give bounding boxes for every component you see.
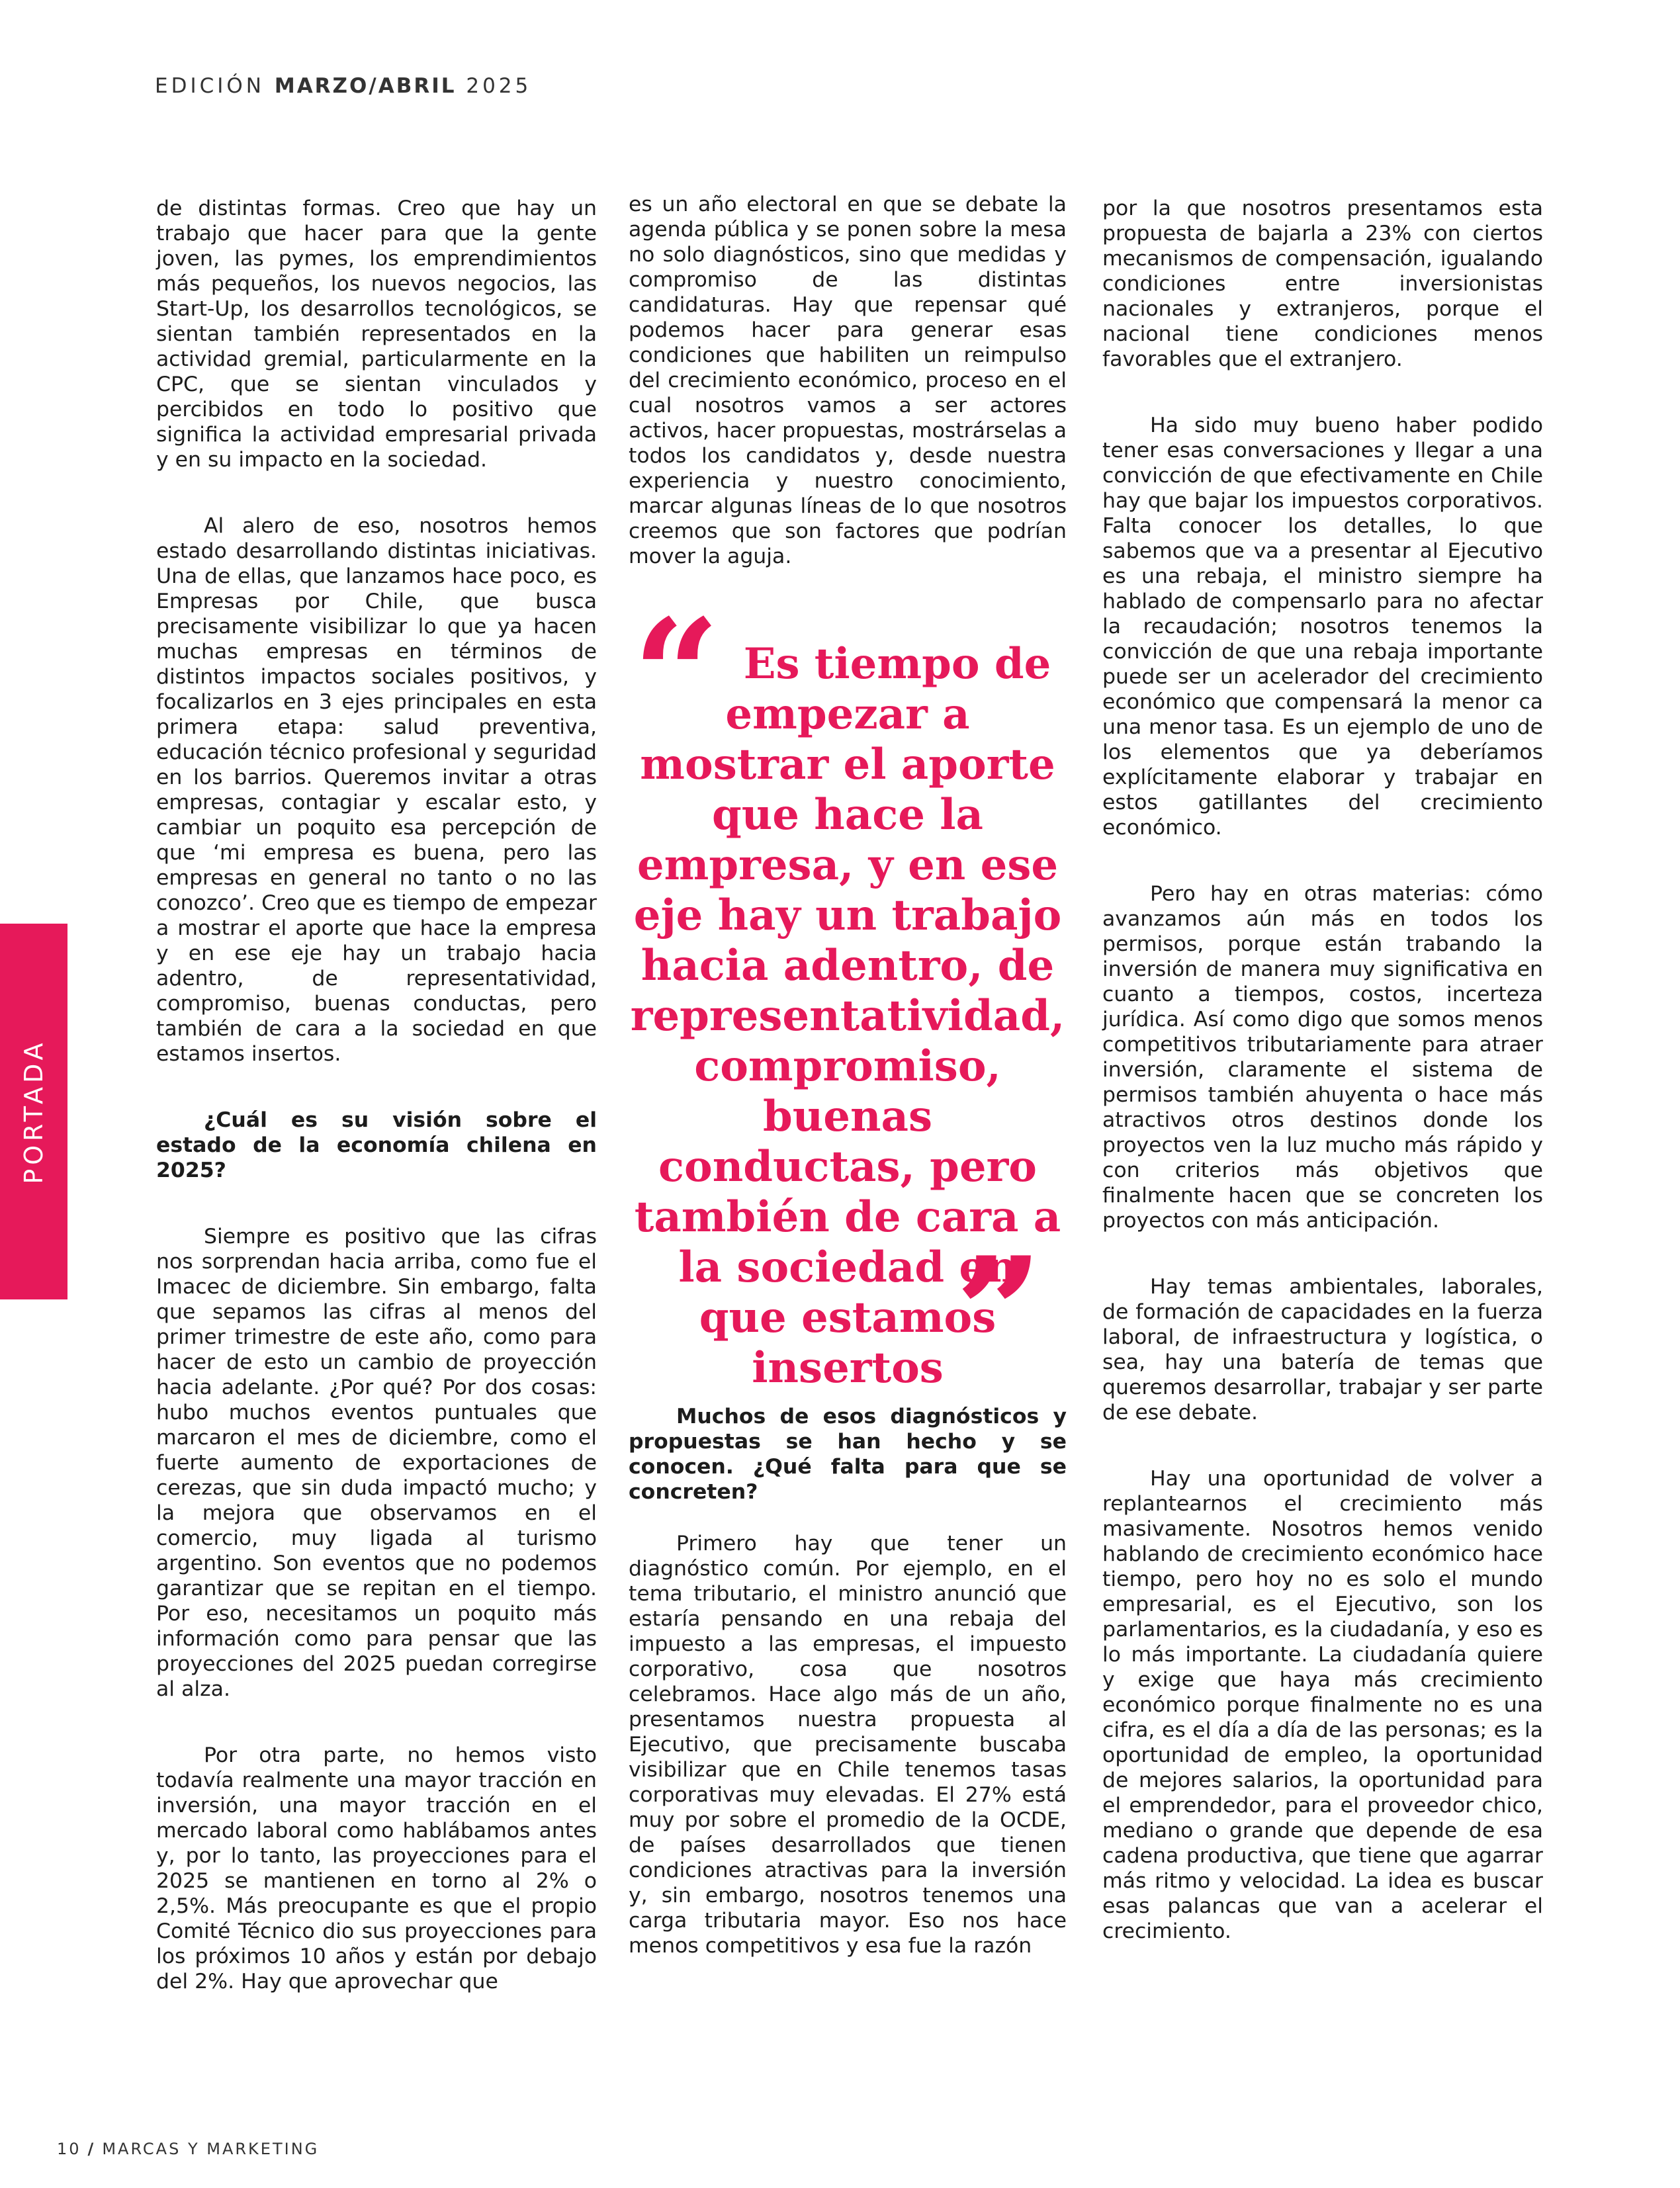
close-quote-icon: ” (955, 1224, 1043, 1403)
paragraph: Primero hay que tener un diagnóstico común. Por ejemplo, en el tema tributario, el ministro anunció que estaría pensando en una rebaja del impuesto a las empresas, el impuesto corporativo, cosa que nosotros celebramos. Hace algo más de un año, presentamos nuestra propuesta al Ejecutivo, que precisamente buscaba visibilizar que en Chile tenemos tasas corporativas muy elevadas. El 27% está muy por sobre el promedio de la OCDE, de países desarrollados que tienen condiciones atractivas para la inversión y, sin embargo, nosotros tenemos una carga tributaria mayor. Eso nos hace menos competitivos y esa fue la razón (629, 1532, 1067, 1958)
pull-quote (629, 586, 1067, 1403)
paragraph: Ha sido muy bueno haber podido tener esas conversaciones y llegar a una convicción de que efectivamente en Chile hay que bajar los impuestos corporativos. Falta conocer los detalles, lo que sabemos que va a presentar al Ejecutivo es una rebaja, el ministro siempre ha hablado de compensarlo para no afectar la recaudación; nosotros tenemos la convicción de que una rebaja importante puede ser un acelerador del crecimiento económico que compensará la menor ca una menor tasa. Es un ejemplo de uno de los elementos que ya deberíamos explícitamente elaborar y trabajar en estos gatillantes del crecimiento económico. (1102, 414, 1543, 840)
edition-header (155, 74, 531, 98)
open-quote-icon: “ (633, 586, 721, 765)
paragraph: es un año electoral en que se debate la agenda pública y se ponen sobre la mesa no solo diagnósticos, sino que medidas y compromiso de las distintas candidaturas. Hay que repensar qué podemos hacer para generar esas condiciones que habiliten un reimpulso del crecimiento económico, proceso en el cual nosotros vamos a ser actores activos, hacer propuestas, mostrárselas a todos los candidatos y, desde nuestra experiencia y nuestro conocimiento, marcar algunas líneas de lo que nosotros creemos que son factores que podrían mover la aguja. (629, 193, 1067, 568)
section-tab (0, 924, 67, 1299)
article-column-2-lower (629, 1404, 1067, 1999)
article-column-3 (1102, 196, 1543, 1985)
paragraph: Por otra parte, no hemos visto todavía realmente una mayor tracción en inversión, una mayor tracción en el mercado laboral como hablábamos antes y, por lo tanto, las proyecciones para el 2025 se mantienen en torno al 2% o 2,5%. Más preocupante es que el propio Comité Técnico dio sus proyecciones para los próximos 10 años y están por debajo del 2%. Hay que aprovechar que (156, 1743, 597, 1993)
pull-quote-text: Es tiempo de empezar a mostrar el aporte que hace la empresa, y en ese eje hay un trabajo hacia adentro, de representatividad, compromiso, buenas conductas, pero también de cara a la sociedad en que estamos insertos (630, 639, 1065, 1393)
paragraph: Hay temas ambientales, laborales, de formación de capacidades en la fuerza laboral, de infraestructura y logística, o sea, hay una batería de temas que queremos desarrollar, trabajar y ser parte de ese debate. (1102, 1275, 1543, 1424)
interview-question: Muchos de esos diagnósticos y propuestas se han hecho y se conocen. ¿Qué falta para que se concreten? (629, 1405, 1067, 1504)
edition-prefix: EDICIÓN (155, 74, 265, 98)
paragraph: Pero hay en otras materias: cómo avanzamos aún más en todos los permisos, porque están trabando la inversión de manera muy significativa en cuanto a tiempos, costos, incerteza jurídica. Así como digo que somos menos competitivos tributariamente para atraer inversión, claramente el sistema de permisos también ahuyenta o hace más atractivos otros destinos donde los proyectos ven la luz mucho más rápido y con criterios más objetivos que finalmente hacen que se concreten los proyectos con más anticipación. (1102, 882, 1543, 1233)
paragraph: Al alero de eso, nosotros hemos estado desarrollando distintas iniciativas. Una de ellas, que lanzamos hace poco, es Empresas por Chile, que busca precisamente visibilizar lo que ya hacen muchas empresas en términos de distintos impactos sociales positivos, y focalizarlos en 3 ejes principales en esta primera etapa: salud preventiva, educación técnico profesional y seguridad en los barrios. Queremos invitar a otras empresas, contagiar y escalar esto, y cambiar un poquito esa percepción de que ‘mi empresa es buena, pero las empresas en general no tanto o no las conozco’. Creo que es tiempo de empezar a mostrar el aporte que hace la empresa y en ese eje hay un trabajo hacia adentro, de representatividad, compromiso, buenas conductas, pero también de cara a la sociedad en que estamos insertos. (156, 514, 597, 1066)
paragraph: Siempre es positivo que las cifras nos sorprendan hacia arriba, como fue el Imacec de diciembre. Sin embargo, falta que sepamos las cifras al menos del primer trimestre de este año, como para hacer de esto un cambio de proyección hacia adelante. ¿Por qué? Por dos cosas: hubo muchos eventos puntuales que marcaron el mes de diciembre, como el fuerte aumento de exportaciones de cerezas, que sin duda impactó mucho; y la mejora que observamos en el comercio, muy ligada al turismo argentino. Son eventos que no podemos garantizar que se repitan en el tiempo. Por eso, necesitamos un poquito más información como para pensar que las proyecciones del 2025 puedan corregirse al alza. (156, 1225, 597, 1701)
edition-months: MARZO/ABRIL (274, 74, 457, 98)
article-column-2 (629, 192, 1067, 610)
publication-name: MARCAS Y MARKETING (102, 2140, 320, 2158)
section-tab-label: PORTADA (19, 1039, 48, 1184)
page-number: 10 (57, 2140, 81, 2158)
edition-year: 2025 (466, 74, 532, 98)
page-footer (57, 2140, 319, 2158)
article-column-1 (156, 196, 597, 2035)
paragraph: por la que nosotros presentamos esta propuesta de bajarla a 23% con ciertos mecanismos de compensación, igualando condiciones entre inversionistas nacionales y extranjeros, porque el nacional tiene condiciones menos favorables que el extranjero. (1102, 197, 1543, 371)
interview-question: ¿Cuál es su visión sobre el estado de la economía chilena en 2025? (156, 1108, 597, 1182)
paragraph: Hay una oportunidad de volver a replantearnos el crecimiento más masivamente. Nosotros hemos venido hablando de crecimiento económico hace tiempo, pero hoy no es solo el mundo empresarial, es el Ejecutivo, son los parlamentarios, es la ciudadanía, y eso es lo más importante. La ciudadanía quiere y exige que haya más crecimiento económico porque finalmente no es una cifra, es el día a día de las personas; es la oportunidad de empleo, la oportunidad de mejores salarios, la oportunidad para el emprendedor, para el proveedor chico, mediano o grande que depende de esa cadena productiva, que tiene que agarrar más ritmo y velocidad. La idea es buscar esas palancas que van a acelerar el crecimiento. (1102, 1467, 1543, 1943)
paragraph: de distintas formas. Creo que hay un trabajo que hacer para que la gente joven, las pymes, los emprendimientos más pequeños, los nuevos negocios, las Start-Up, los desarrollos tecnológicos, se sientan también representados en la actividad gremial, particularmente en la CPC, que se sientan vinculados y percibidos en todo lo positivo que significa la actividad empresarial privada y en su impacto en la sociedad. (156, 197, 597, 472)
footer-separator: / (87, 2140, 96, 2158)
